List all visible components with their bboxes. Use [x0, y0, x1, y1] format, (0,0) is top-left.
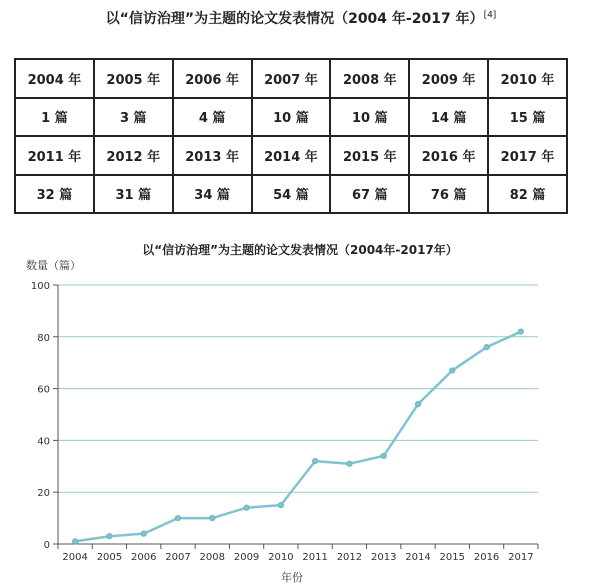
data-point	[518, 329, 523, 334]
x-tick-label: 2016	[473, 552, 500, 563]
y-tick-label: 40	[37, 436, 50, 448]
table-cell: 15 篇	[488, 98, 567, 137]
publications-table	[14, 58, 568, 214]
series-line	[75, 332, 521, 542]
table-cell: 14 篇	[409, 98, 488, 137]
x-tick-label: 2011	[302, 552, 328, 563]
x-tick-label: 2006	[130, 552, 157, 563]
table-cell: 4 篇	[173, 98, 252, 137]
table-title-reference: [4]	[483, 10, 497, 21]
data-point	[210, 516, 215, 521]
table-cell: 3 篇	[94, 98, 173, 137]
x-tick-label: 2008	[199, 552, 226, 563]
table-title-text: 以“信访治理”为主题的论文发表情况（2004 年-2017 年）	[105, 11, 484, 27]
x-tick-label: 2015	[439, 552, 466, 563]
table-cell: 2005 年	[94, 59, 173, 98]
data-point	[450, 368, 455, 373]
x-tick-label: 2009	[233, 552, 260, 563]
x-axis-label: 年份	[281, 571, 303, 584]
x-tick-label: 2010	[268, 552, 294, 563]
table-cell: 2016 年	[409, 136, 488, 175]
table-cell: 2004 年	[15, 59, 94, 98]
table-cell: 2009 年	[409, 59, 488, 98]
table-row	[15, 175, 567, 214]
x-tick-label: 2012	[336, 552, 363, 563]
y-tick-label: 100	[30, 281, 50, 292]
line-chart	[0, 226, 602, 586]
table-cell: 2008 年	[330, 59, 409, 98]
data-point	[244, 505, 249, 510]
data-point	[141, 531, 146, 536]
data-point	[415, 402, 420, 407]
table-cell: 1 篇	[15, 98, 94, 137]
x-tick-label: 2007	[165, 552, 191, 563]
table-row	[15, 59, 567, 98]
y-tick-label: 80	[37, 332, 50, 344]
y-tick-label: 20	[37, 488, 50, 500]
x-tick-label: 2014	[405, 552, 431, 563]
table-row	[15, 136, 567, 175]
data-point	[73, 539, 78, 544]
table-cell: 54 篇	[252, 175, 331, 214]
data-point	[484, 345, 489, 350]
table-cell: 2011 年	[15, 136, 94, 175]
table-cell: 2015 年	[330, 136, 409, 175]
axes	[58, 285, 538, 549]
data-point	[381, 453, 386, 458]
table-cell: 2012 年	[94, 136, 173, 175]
table-cell: 2007 年	[252, 59, 331, 98]
table-cell: 2006 年	[173, 59, 252, 98]
x-tick-labels	[62, 552, 533, 563]
data-point	[278, 503, 283, 508]
x-tick-label: 2005	[96, 552, 123, 563]
x-tick-label: 2004	[62, 552, 88, 563]
table-cell: 82 篇	[488, 175, 567, 214]
table-title	[0, 8, 602, 28]
table-cell: 31 篇	[94, 175, 173, 214]
table-cell: 2014 年	[252, 136, 331, 175]
table-cell: 32 篇	[15, 175, 94, 214]
table-cell: 67 篇	[330, 175, 409, 214]
chart-title: 以“信访治理”为主题的论文发表情况（2004年-2017年）	[142, 243, 458, 257]
table-cell: 10 篇	[252, 98, 331, 137]
y-tick-label: 60	[37, 384, 50, 396]
series-group	[73, 329, 524, 544]
table-row	[15, 98, 567, 137]
table-cell: 2010 年	[488, 59, 567, 98]
x-tick-label: 2013	[370, 552, 397, 563]
x-tick-label: 2017	[508, 552, 534, 563]
grid-lines	[53, 285, 538, 544]
table-cell: 76 篇	[409, 175, 488, 214]
table-cell: 2017 年	[488, 136, 567, 175]
table-cell: 34 篇	[173, 175, 252, 214]
y-tick-label: 0	[43, 540, 50, 551]
data-point	[313, 459, 318, 464]
table-cell: 10 篇	[330, 98, 409, 137]
data-point	[347, 461, 352, 466]
data-point	[175, 516, 180, 521]
y-axis-label: 数量（篇）	[26, 259, 81, 272]
y-tick-labels	[31, 281, 50, 551]
table-cell: 2013 年	[173, 136, 252, 175]
data-point	[107, 534, 112, 539]
